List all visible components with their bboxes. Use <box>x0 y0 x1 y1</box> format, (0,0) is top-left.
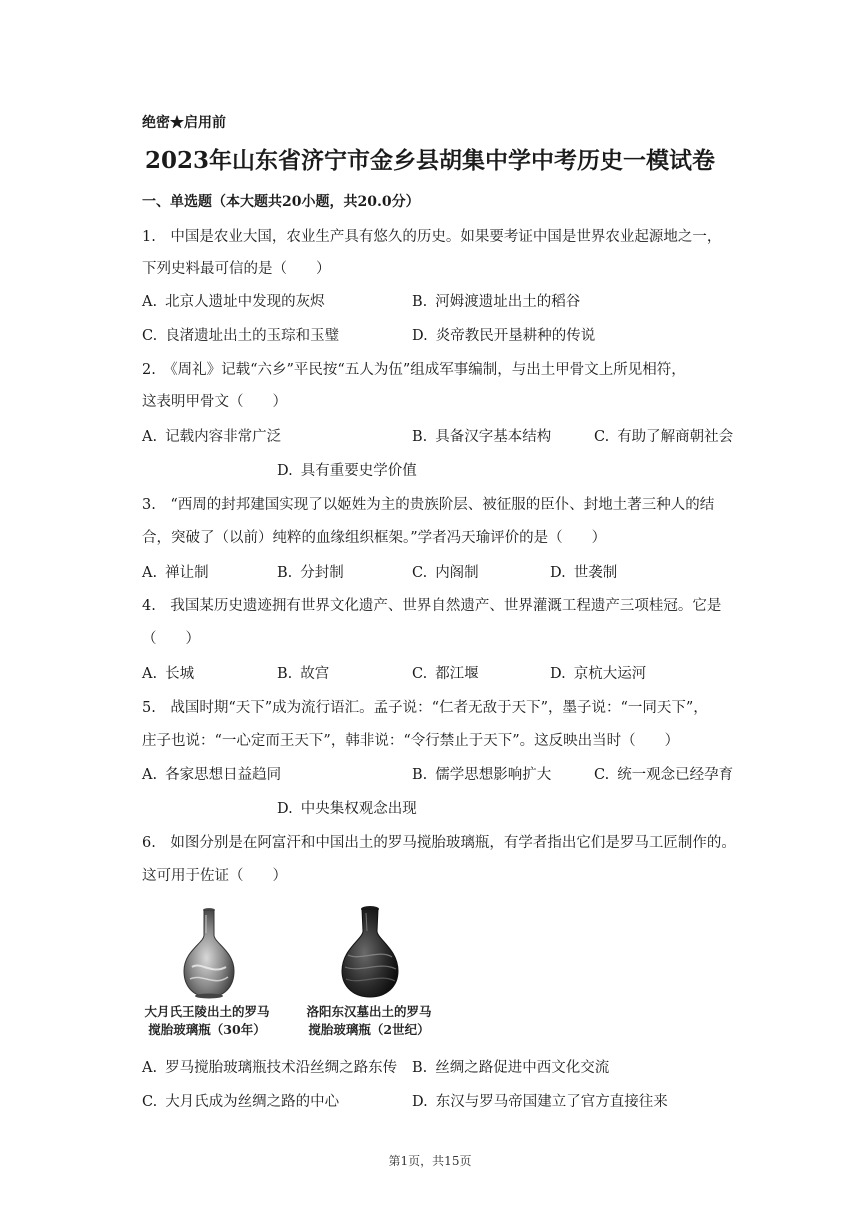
option-text: 记载内容非常广泛 <box>165 429 282 445</box>
option-text: 京杭大运河 <box>573 666 647 682</box>
option-text: 炎帝教民开垦耕种的传说 <box>435 328 596 344</box>
option-letter: D. <box>412 328 428 344</box>
question-text-line: 下列史料最可信的是（ ） <box>142 261 331 277</box>
vase-image-right <box>330 903 410 1000</box>
option-text: 有助了解商朝社会 <box>617 429 734 445</box>
question-text-line: 5. 战国时期“天下”成为流行语汇。孟子说：“仁者无敌于天下”，墨子说：“一同天下”， <box>142 700 708 716</box>
page-footer: 第1页，共15页 <box>388 1154 472 1168</box>
option-text: 儒学思想影响扩大 <box>435 767 552 783</box>
option-text: 世袭制 <box>573 565 618 581</box>
option-letter: A. <box>142 565 158 581</box>
option-a[interactable] <box>142 292 325 312</box>
secret-label: 绝密★启用前 <box>142 115 226 131</box>
option-text: 统一观念已经孕育 <box>617 767 734 783</box>
option-letter: B. <box>412 1060 428 1076</box>
option-letter: A. <box>142 666 158 682</box>
option-b[interactable] <box>412 1058 609 1078</box>
option-text: 长城 <box>165 666 195 682</box>
option-text: 罗马搅胎玻璃瓶技术沿丝绸之路东传 <box>165 1060 398 1076</box>
caption-line: 大月氏王陵出土的罗马 <box>144 1004 270 1019</box>
option-text: 北京人遗址中发现的灰烬 <box>165 294 325 310</box>
option-a[interactable] <box>142 1058 397 1078</box>
option-letter: C. <box>142 328 158 344</box>
option-letter: D. <box>277 463 293 479</box>
question-text-line: 4. 我国某历史遗迹拥有世界文化遗产、世界自然遗产、世界灌溉工程遗产三项桂冠。它是 <box>142 598 722 614</box>
figure-caption-right <box>294 1003 444 1039</box>
option-letter: C. <box>594 429 610 445</box>
option-letter: D. <box>277 801 293 817</box>
caption-line: 搅胎玻璃瓶（30年） <box>148 1022 266 1037</box>
option-c[interactable] <box>594 427 733 447</box>
question-text-line: 6. 如图分别是在阿富汗和中国出土的罗马搅胎玻璃瓶，有学者指出它们是罗马工匠制作的。 <box>142 835 736 851</box>
option-text: 禅让制 <box>165 565 209 581</box>
option-letter: A. <box>142 429 158 445</box>
option-text: 良渚遗址出土的玉琮和玉璧 <box>165 328 340 344</box>
option-a[interactable] <box>142 664 194 684</box>
option-letter: D. <box>550 666 566 682</box>
option-letter: C. <box>142 1094 158 1110</box>
question-text-line: 3. “西周的封邦建国实现了以姬姓为主的贵族阶层、被征服的臣仆、封地土著三种人的结 <box>142 497 715 513</box>
question-text-line: 2. 《周礼》记载“六乡”平民按“五人为伍”组成军事编制，与出土甲骨文上所见相符， <box>142 362 686 378</box>
option-d[interactable] <box>277 461 417 481</box>
option-text: 具备汉字基本结构 <box>435 429 552 445</box>
option-d[interactable] <box>550 664 646 684</box>
option-d[interactable] <box>277 799 417 819</box>
option-text: 分封制 <box>300 565 344 581</box>
option-b[interactable] <box>412 765 551 785</box>
page-title: 2023年山东省济宁市金乡县胡集中学中考历史一模试卷 <box>144 147 715 174</box>
option-letter: A. <box>142 294 158 310</box>
option-letter: B. <box>412 429 428 445</box>
option-a[interactable] <box>142 563 209 583</box>
option-text: 丝绸之路促进中西文化交流 <box>435 1060 610 1076</box>
question-text-line: 这表明甲骨文（ ） <box>142 394 287 410</box>
option-letter: A. <box>142 1060 158 1076</box>
option-text: 故宫 <box>300 666 330 682</box>
option-letter: B. <box>277 565 293 581</box>
option-a[interactable] <box>142 427 281 447</box>
figure-caption-left <box>132 1003 282 1039</box>
option-b[interactable] <box>412 427 551 447</box>
option-c[interactable] <box>142 1092 339 1112</box>
question-text-line: 这可用于佐证（ ） <box>142 868 287 884</box>
vase-image-left <box>168 905 250 1000</box>
option-b[interactable] <box>277 563 344 583</box>
option-a[interactable] <box>142 765 281 785</box>
option-letter: D. <box>550 565 566 581</box>
option-d[interactable] <box>412 1092 668 1112</box>
option-letter: A. <box>142 767 158 783</box>
option-c[interactable] <box>594 765 733 785</box>
option-letter: B. <box>412 767 428 783</box>
option-b[interactable] <box>277 664 329 684</box>
option-letter: D. <box>412 1094 428 1110</box>
option-c[interactable] <box>142 326 339 346</box>
question-text-line: 1. 中国是农业大国，农业生产具有悠久的历史。如果要考证中国是世界农业起源地之一， <box>142 229 722 245</box>
option-text: 各家思想日益趋同 <box>165 767 282 783</box>
option-c[interactable] <box>412 664 479 684</box>
option-b[interactable] <box>412 292 580 312</box>
option-letter: C. <box>594 767 610 783</box>
option-letter: B. <box>277 666 293 682</box>
option-letter: C. <box>412 666 428 682</box>
question-text-line: 合，突破了（以前）纯粹的血缘组织框架。”学者冯天瑜评价的是（ ） <box>142 530 607 546</box>
option-text: 都江堰 <box>435 666 479 682</box>
option-letter: C. <box>412 565 428 581</box>
option-d[interactable] <box>412 326 595 346</box>
option-text: 具有重要史学价值 <box>300 463 417 479</box>
option-text: 内阁制 <box>435 565 479 581</box>
option-d[interactable] <box>550 563 617 583</box>
option-text: 河姆渡遗址出土的稻谷 <box>435 294 581 310</box>
option-text: 中央集权观念出现 <box>300 801 417 817</box>
question-text-line: （ ） <box>142 631 200 647</box>
option-c[interactable] <box>412 563 479 583</box>
caption-line: 洛阳东汉墓出土的罗马 <box>306 1004 432 1019</box>
option-text: 大月氏成为丝绸之路的中心 <box>165 1094 340 1110</box>
option-letter: B. <box>412 294 428 310</box>
caption-line: 搅胎玻璃瓶（2世纪） <box>308 1022 430 1037</box>
section-heading: 一、单选题（本大题共20小题，共20.0分） <box>142 194 420 210</box>
question-text-line: 庄子也说：“一心定而王天下”，韩非说：“令行禁止于天下”。这反映出当时（ ） <box>142 733 680 749</box>
option-text: 东汉与罗马帝国建立了官方直接往来 <box>435 1094 668 1110</box>
